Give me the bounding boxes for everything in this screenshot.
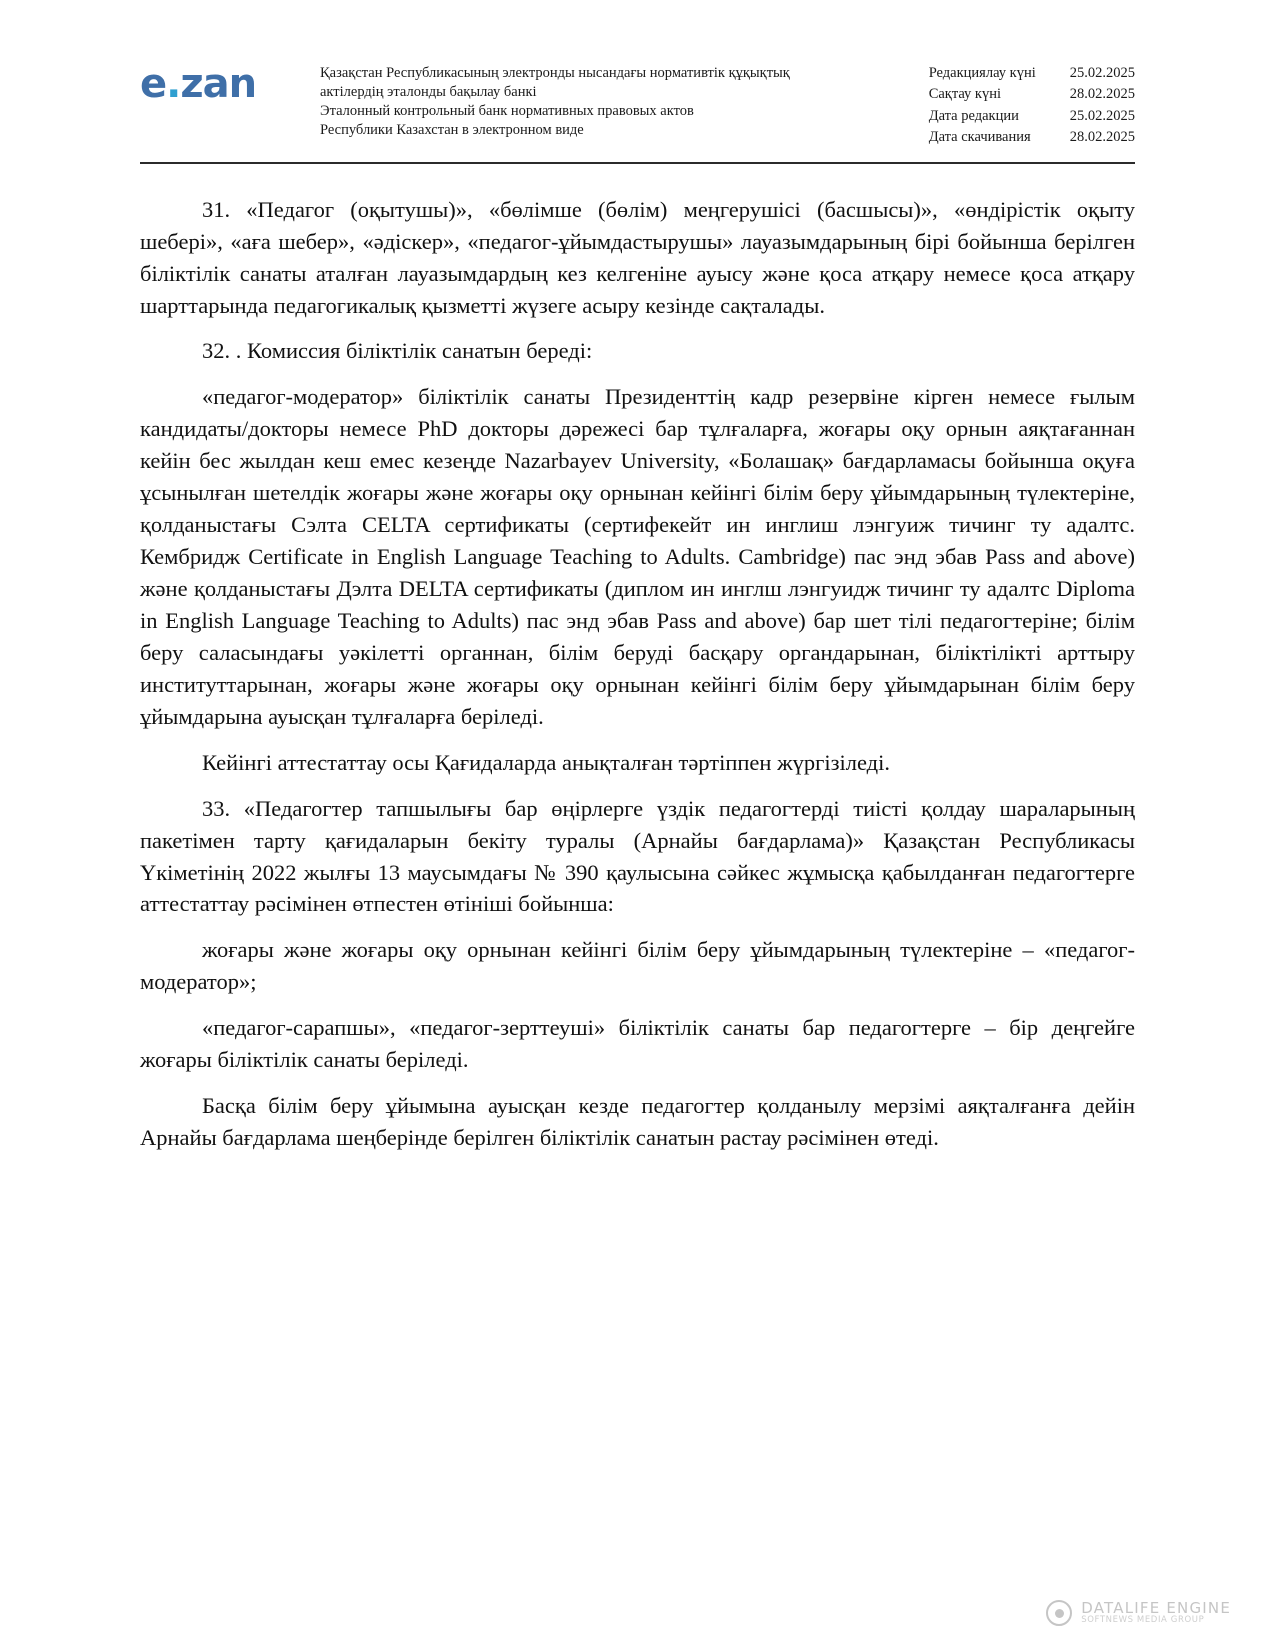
paragraph-33-item-2: «педагог-сарапшы», «педагог-зерттеуші» біліктілік санаты бар педагогтерге – бір деңгейге жоғары біліктілік санаты беріледі. xyxy=(140,1015,1135,1073)
meta-value-download-date-ru: 28.02.2025 xyxy=(1069,129,1135,146)
watermark-subtitle: SOFTNEWS MEDIA GROUP xyxy=(1081,1615,1205,1626)
ezan-logo xyxy=(140,52,280,107)
watermark xyxy=(1046,1600,1231,1626)
logo-dot: . xyxy=(166,61,181,107)
datalife-engine-icon xyxy=(1046,1600,1072,1626)
logo-suffix: zan xyxy=(180,61,257,107)
watermark-title: DATALIFE ENGINE xyxy=(1081,1598,1231,1617)
paragraph-32-detail: «педагог-модератор» біліктілік санаты Президенттің кадр резервіне кірген немесе ғылым кандидаты/докторы немесе PhD докторы дәрежесі бар тұлғаларға, жоғары оқу орнын аяқтағаннан кейін бес жылдан кеш емес кезеңде Nazarbayev University, «Болашақ» бағдарламасы бойынша оқуға ұсынылған шетелдік жоғары және жоғары оқу орнынан кейінгі білім беру ұйымдарының түлектеріне, қолданыстағы Сэлта CELTA сертификаты (сертифекейт ин инглиш лэнгуиж тичинг ту адалтс. Кембридж Certificate in English Language Teaching to Adults. Cambridge) пас энд эбав Pass and above) және қолданыстағы Дэлта DELTA сертификаты (диплом ин инглш лэнгуидж тичинг ту адалтс Diploma in English Language Teaching to Adults) пас энд эбав Pass and above) бар шет тілі педагогтеріне; білім беру саласындағы уәкілетті органнан, білім беруді басқару органдарынан, біліктілікті арттыру институттарынан, жоғары және жоғары оқу орнынан кейінгі білім беру ұйымдарынан білім беру ұйымдарына ауысқан тұлғаларға беріледі. xyxy=(140,384,1135,729)
meta-value-redaction-date-kk: 25.02.2025 xyxy=(1069,65,1135,81)
header-description-line-3: Эталонный контрольный банк нормативных правовых актов xyxy=(320,103,694,120)
header-description-line-1: Қазақстан Республикасының электронды нысандағы нормативтік құқықтық xyxy=(320,65,790,81)
paragraph-32: 32. . Комиссия біліктілік санатын береді: xyxy=(202,338,593,364)
paragraph-33-item-1: жоғары және жоғары оқу орнынан кейінгі білім беру ұйымдарының түлектеріне – «педагог-модератор»; xyxy=(140,937,1135,995)
meta-row xyxy=(929,64,1135,85)
meta-label-download-date-ru: Дата скачивания xyxy=(928,129,1031,146)
meta-row xyxy=(929,85,1135,106)
meta-value-download-date-kk: 28.02.2025 xyxy=(1069,86,1135,103)
paragraph-attestation-note: Кейінгі аттестаттау осы Қағидаларда анықталған тәртіппен жүргізіледі. xyxy=(202,749,890,775)
document-header xyxy=(0,0,1275,150)
header-description-line-4: Республики Казахстан в электронном виде xyxy=(320,122,584,139)
meta-label-redaction-date-ru: Дата редакции xyxy=(928,107,1019,124)
meta-label-redaction-date-kk: Редакциялау күні xyxy=(928,65,1036,81)
header-description-line-2: актілердің эталонды бақылау банкі xyxy=(320,84,537,101)
paragraph-31: 31. «Педагог (оқытушы)», «бөлімше (бөлім) меңгерушісі (басшысы)», «өндірістік оқыту шебері», «аға шебер», «әдіскер», «педагог-ұйымдастырушы» лауазымдарының бірі бойынша берілген біліктілік санаты аталған лауазымдардың кез келгеніне ауысу және қоса атқару немесе қоса атқару шарттарында педагогикалық қызметті жүзеге асыру кезінде сақталады. xyxy=(140,196,1135,318)
paragraph-transfer-note: Басқа білім беру ұйымына ауысқан кезде педагогтер қолданылу мерзімі аяқталғанға дейін Арнайы бағдарлама шеңберінде берілген біліктілік санатын растау рәсімінен өтеді. xyxy=(140,1093,1135,1151)
watermark-text xyxy=(1081,1598,1231,1626)
header-description xyxy=(280,52,929,141)
meta-table xyxy=(929,64,1135,150)
paragraph-33: 33. «Педагогтер тапшылығы бар өңірлерге үздік педагогтерді тиісті қолдау шараларының пакетімен тарту қағидаларын бекіту туралы (Арнайы бағдарлама)» Қазақстан Республикасы Үкіметінің 2022 жылғы 13 маусымдағы № 390 қаулысына сәйкес жұмысқа қабылданған педагогтерге аттестаттау рәсімінен өтпестен өтініші бойынша: xyxy=(140,795,1135,917)
meta-row xyxy=(929,128,1135,149)
meta-row xyxy=(929,107,1135,128)
document-body xyxy=(0,164,1275,1154)
logo-prefix: e xyxy=(140,61,167,107)
header-meta xyxy=(929,52,1135,150)
meta-label-download-date-kk: Сақтау күні xyxy=(928,86,1002,103)
meta-value-redaction-date-ru: 25.02.2025 xyxy=(1069,107,1135,124)
